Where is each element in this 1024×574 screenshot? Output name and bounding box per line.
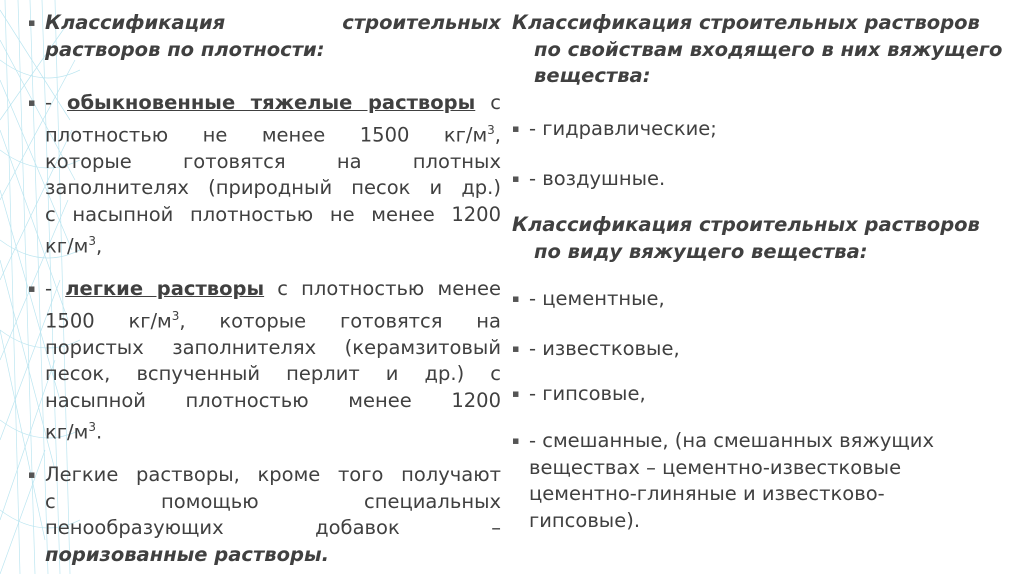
bullet-icon: ▪ (512, 292, 520, 305)
right-heading-binder-properties: Классификация строительных растворов по свойствам входящего в них вяжущего вещества: (512, 11, 1003, 87)
right-list-item: ▪ - воздушные. (512, 166, 1009, 193)
bullet-icon: ▪ (512, 122, 520, 135)
right-list-item: ▪ - гидравлические; (512, 116, 1009, 143)
right-list-item: ▪ - гипсовые, (512, 381, 1009, 408)
bullet-icon: ▪ (512, 342, 520, 355)
term-light-mortars: легкие растворы (65, 277, 265, 300)
bullet-icon: ▪ (28, 468, 36, 481)
right-list-item: ▪ - цементные, (512, 286, 1009, 313)
right-list-item-mixed: ▪ - смешанные, (на смешанных вяжущих веществах – цементно-известковые цементно-глиняные и известково- гипсовые). (512, 429, 935, 532)
right-heading-binder-type: Классификация строительных растворов по виду вяжущего вещества: (512, 213, 980, 263)
bullet-icon: ▪ (512, 387, 520, 400)
bullet-icon: ▪ (28, 16, 36, 29)
bullet-icon: ▪ (28, 96, 36, 109)
left-heading-block (28, 10, 501, 63)
left-heading-line-1: Классификация строительных (45, 11, 501, 34)
left-heading-line-2: растворов по плотности: (45, 37, 325, 61)
bullet-icon: ▪ (28, 282, 36, 295)
term-heavy-mortars: обыкновенные тяжелые растворы (67, 91, 476, 114)
left-item-porous-mortars: ▪ Легкие растворы, кроме того получают с помощью специальных пенообразующих добавок – поризованные растворы. (28, 462, 501, 568)
right-list-item: ▪ - известковые, (512, 336, 1009, 363)
left-item-light-mortars: ▪ - легкие растворы с плотностью менее 1500 $кг/м^3$, которые готовятся на пористых заполнителях (керамзитовый песок, вспученный перлит и др.) с насыпной плотностью менее 1200 $кг/м^3$. (28, 277, 501, 444)
bullet-icon: ▪ (512, 172, 520, 185)
term-porous-mortars: поризованные растворы. (45, 542, 330, 566)
left-item-heavy-mortars: ▪ - обыкновенные тяжелые растворы с плотностью не менее 1500 $кг/м^3$, которые готовятся на плотных заполнителях (природный песок и др.) с насыпной плотностью не менее 1200 $кг/м^3$, (28, 91, 501, 258)
bullet-icon: ▪ (512, 434, 520, 447)
